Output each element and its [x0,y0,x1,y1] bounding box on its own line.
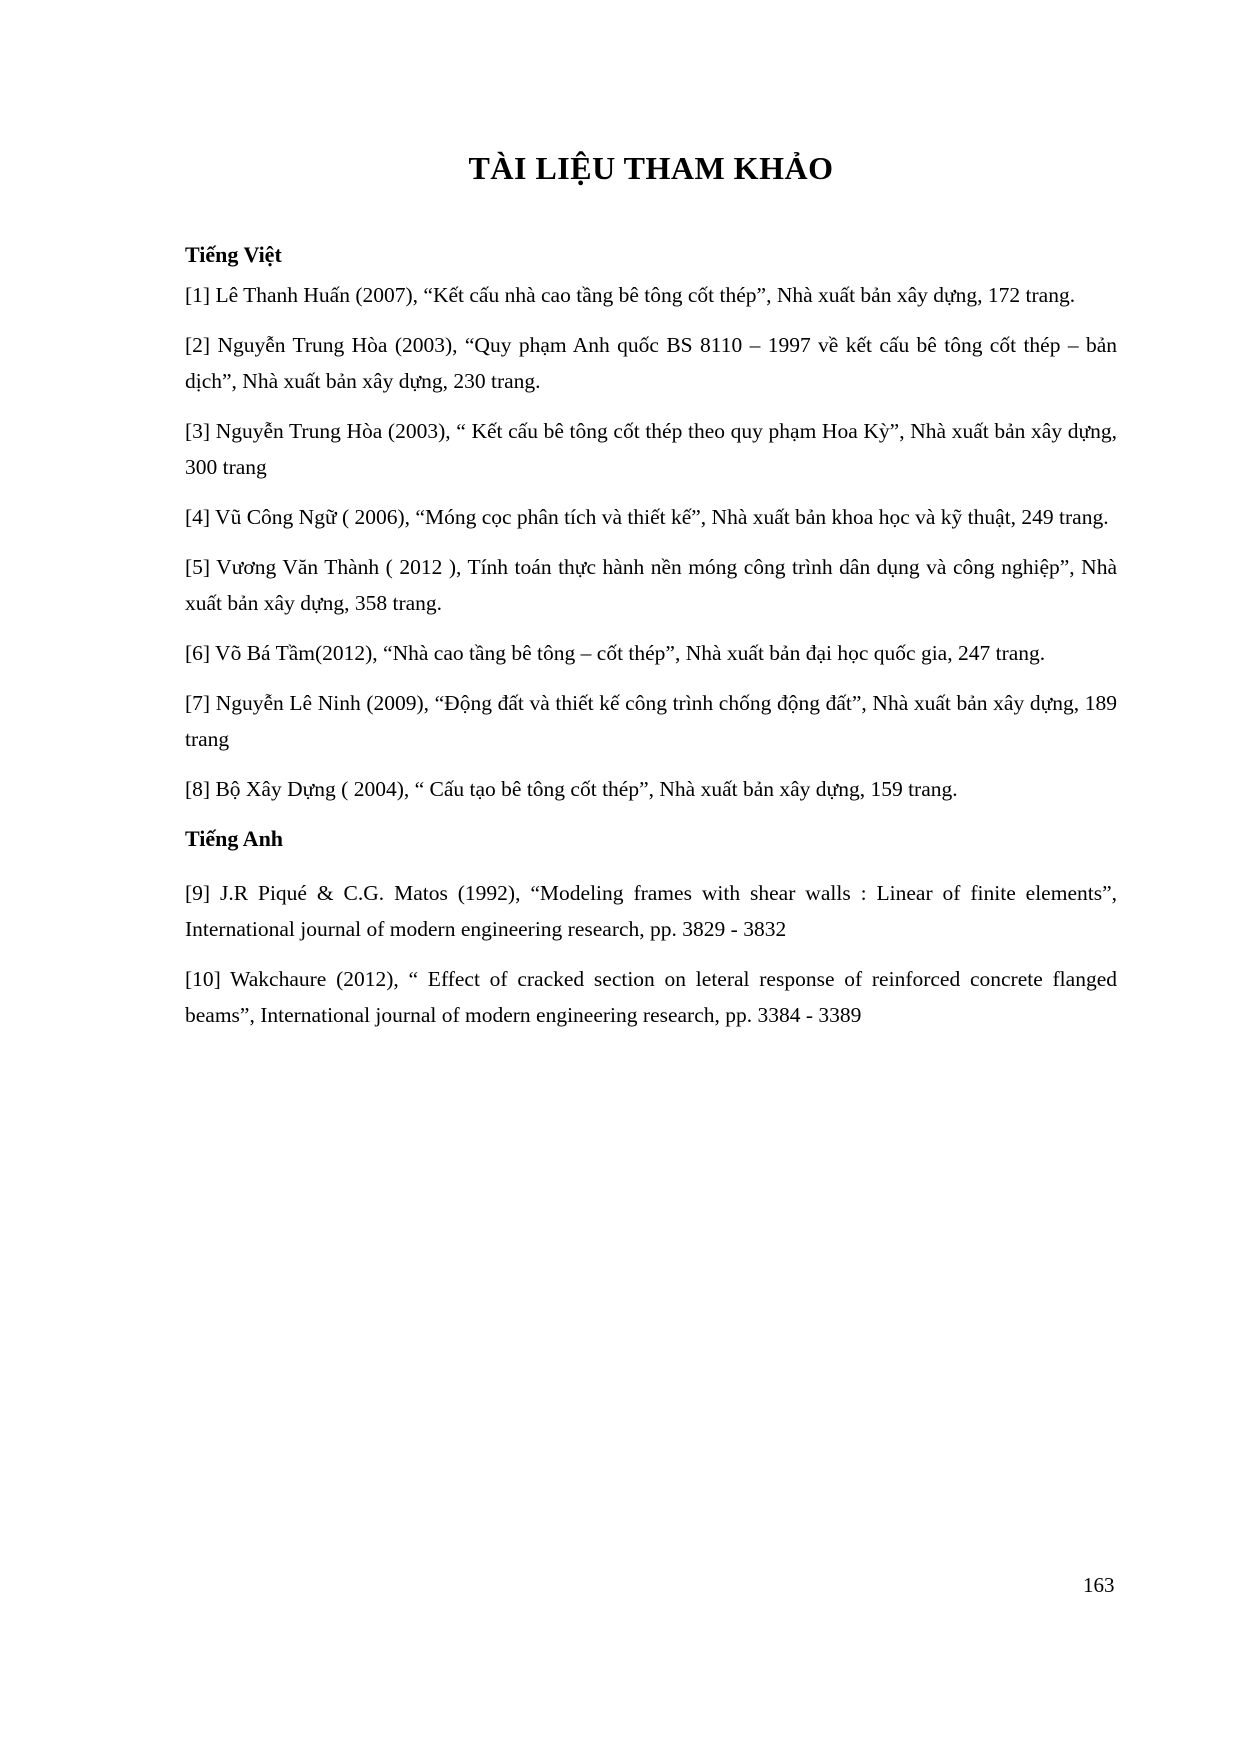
page-content [185,150,1117,1047]
reference-entry-8: [8] Bộ Xây Dựng ( 2004), “ Cấu tạo bê tông cốt thép”, Nhà xuất bản xây dựng, 159 trang. [185,776,958,801]
reference-entry-6: [6] Võ Bá Tầm(2012), “Nhà cao tầng bê tông – cốt thép”, Nhà xuất bản đại học quốc gia, 247 trang. [185,640,1046,665]
reference-entry-4: [4] Vũ Công Ngữ ( 2006), “Móng cọc phân tích và thiết kế”, Nhà xuất bản khoa học và kỹ thuật, 249 trang. [185,504,1109,529]
reference-entry-1: [1] Lê Thanh Huấn (2007), “Kết cấu nhà cao tầng bê tông cốt thép”, Nhà xuất bản xây dựng, 172 trang. [185,282,1076,307]
page-title: TÀI LIỆU THAM KHẢO [468,150,834,186]
reference-entry-10: [10] Wakchaure (2012), “ Effect of cracked section on leteral response of reinforced concrete flanged beams”, International journal of modern engineering research, pp. 3384 - 3389 [185,966,1117,1027]
section-english-references [185,821,1117,1033]
page-number: 163 [1083,1573,1115,1597]
reference-entry-9: [9] J.R Piqué & C.G. Matos (1992), “Modeling frames with shear walls : Linear of finite elements”, International journal of modern engineering research, pp. 3829 - 3832 [185,880,1117,941]
section-heading-vietnamese: Tiếng Việt [185,241,282,267]
section-vietnamese-references [185,237,1117,807]
reference-entry-2: [2] Nguyễn Trung Hòa (2003), “Quy phạm Anh quốc BS 8110 – 1997 về kết cấu bê tông cốt thép – bản dịch”, Nhà xuất bản xây dựng, 230 trang. [185,332,1117,393]
reference-entry-3: [3] Nguyễn Trung Hòa (2003), “ Kết cấu bê tông cốt thép theo quy phạm Hoa Kỳ”, Nhà xuất bản xây dựng, 300 trang [185,418,1117,479]
section-heading-english: Tiếng Anh [185,825,284,851]
reference-entry-7: [7] Nguyễn Lê Ninh (2009), “Động đất và thiết kế công trình chống động đất”, Nhà xuất bản xây dựng, 189 trang [185,690,1117,751]
reference-entry-5: [5] Vương Văn Thành ( 2012 ), Tính toán thực hành nền móng công trình dân dụng và công nghiệp”, Nhà xuất bản xây dựng, 358 trang. [185,554,1117,615]
